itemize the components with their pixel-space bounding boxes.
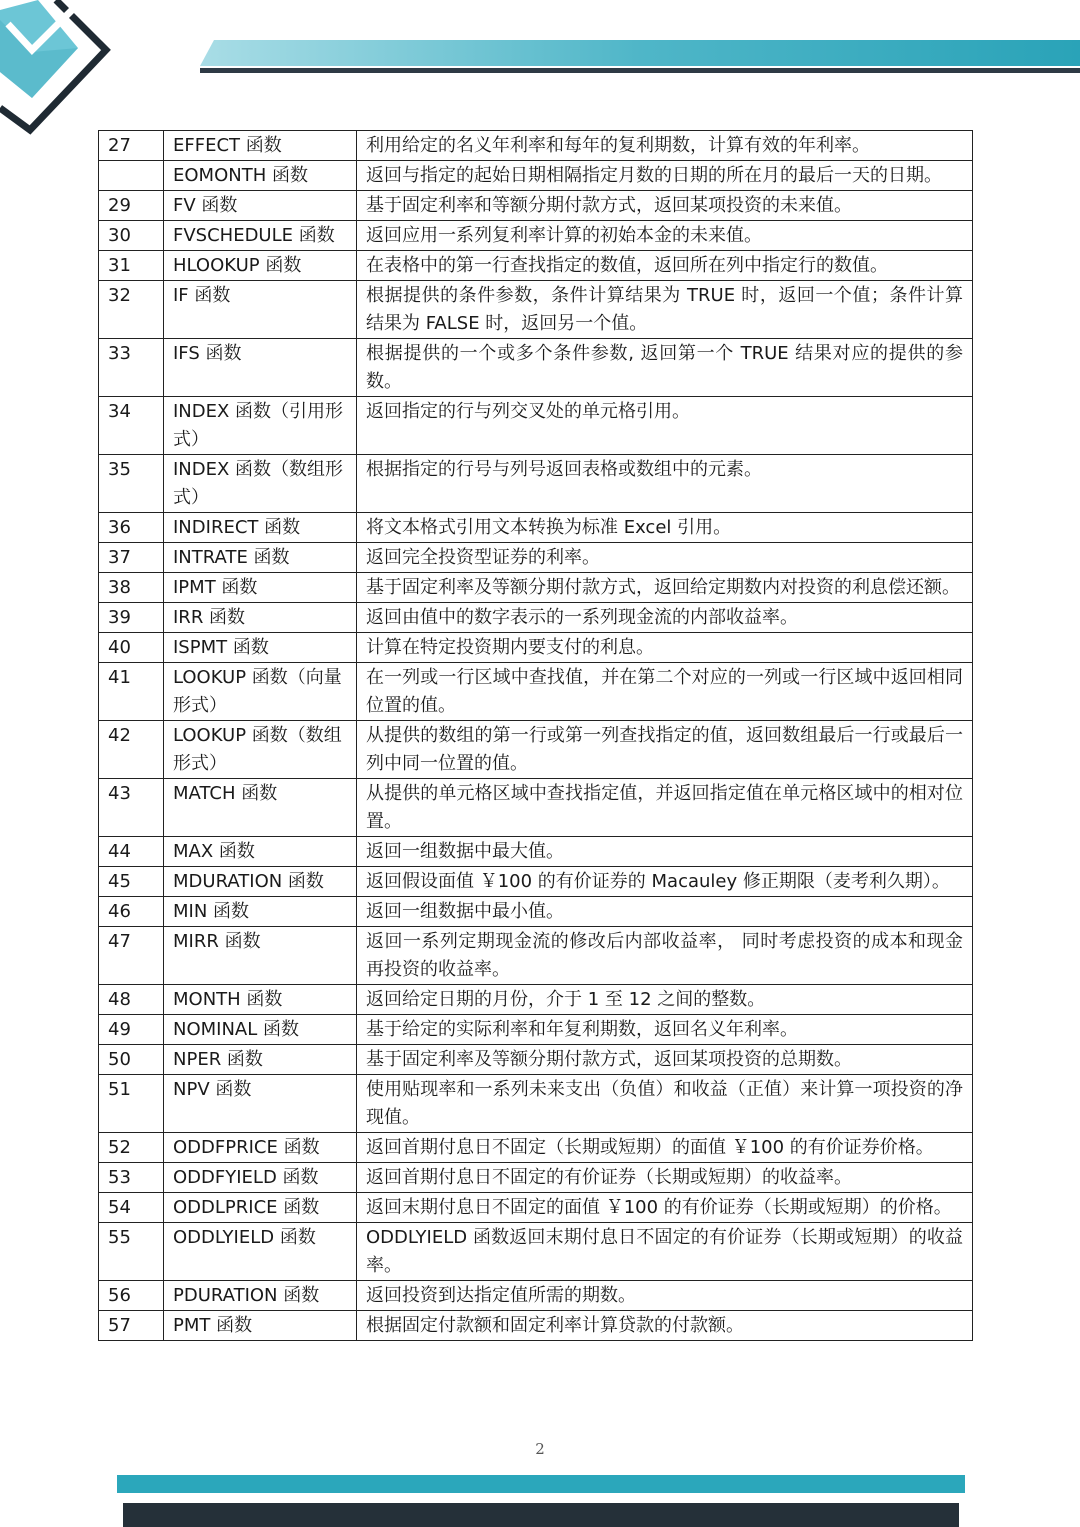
- table-row: [99, 1193, 973, 1223]
- row-number: 42: [99, 721, 164, 779]
- function-description: 根据指定的行号与列号返回表格或数组中的元素。: [357, 455, 973, 513]
- row-number: 35: [99, 455, 164, 513]
- row-number: 53: [99, 1163, 164, 1193]
- table-row: [99, 867, 973, 897]
- function-description: 返回应用一系列复利率计算的初始本金的未来值。: [357, 221, 973, 251]
- function-table: [98, 130, 973, 1341]
- row-number: 29: [99, 191, 164, 221]
- function-description: 返回指定的行与列交叉处的单元格引用。: [357, 397, 973, 455]
- function-description: ODDLYIELD 函数返回末期付息日不固定的有价证券（长期或短期）的收益率。: [357, 1223, 973, 1281]
- function-name: LOOKUP 函数（数组形式）: [164, 721, 357, 779]
- function-name: FV 函数: [164, 191, 357, 221]
- function-description: 返回一组数据中最小值。: [357, 897, 973, 927]
- function-description: 返回假设面值 ￥100 的有价证券的 Macauley 修正期限（麦考利久期）。: [357, 867, 973, 897]
- function-description: 返回首期付息日不固定（长期或短期）的面值 ￥100 的有价证券价格。: [357, 1133, 973, 1163]
- function-name: INDEX 函数（引用形式）: [164, 397, 357, 455]
- row-number: 27: [99, 131, 164, 161]
- function-description: 基于给定的实际利率和年复利期数，返回名义年利率。: [357, 1015, 973, 1045]
- function-description: 从提供的数组的第一行或第一列查找指定的值，返回数组最后一行或最后一列中同一位置的值。: [357, 721, 973, 779]
- function-description: 基于固定利率及等额分期付款方式，返回某项投资的总期数。: [357, 1045, 973, 1075]
- table-row: [99, 251, 973, 281]
- table-row: [99, 513, 973, 543]
- row-number: 50: [99, 1045, 164, 1075]
- function-name: INDIRECT 函数: [164, 513, 357, 543]
- function-name: EOMONTH 函数: [164, 161, 357, 191]
- function-name: ODDFPRICE 函数: [164, 1133, 357, 1163]
- function-table-body: [99, 131, 973, 1341]
- table-row: [99, 633, 973, 663]
- table-row: [99, 721, 973, 779]
- row-number: 51: [99, 1075, 164, 1133]
- function-name: MAX 函数: [164, 837, 357, 867]
- function-name: IF 函数: [164, 281, 357, 339]
- row-number: 52: [99, 1133, 164, 1163]
- table-row: [99, 663, 973, 721]
- row-number: 40: [99, 633, 164, 663]
- table-row: [99, 1281, 973, 1311]
- function-description: 计算在特定投资期内要支付的利息。: [357, 633, 973, 663]
- function-description: 返回完全投资型证券的利率。: [357, 543, 973, 573]
- table-row: [99, 1223, 973, 1281]
- table-row: [99, 1311, 973, 1341]
- table-row: [99, 339, 973, 397]
- row-number: 56: [99, 1281, 164, 1311]
- row-number: 49: [99, 1015, 164, 1045]
- row-number: 32: [99, 281, 164, 339]
- row-number: 57: [99, 1311, 164, 1341]
- table-row: [99, 837, 973, 867]
- table-row: [99, 1015, 973, 1045]
- function-description: 使用贴现率和一系列未来支出（负值）和收益（正值）来计算一项投资的净现值。: [357, 1075, 973, 1133]
- function-name: MDURATION 函数: [164, 867, 357, 897]
- function-name: NPER 函数: [164, 1045, 357, 1075]
- row-number: 34: [99, 397, 164, 455]
- function-description: 返回一系列定期现金流的修改后内部收益率， 同时考虑投资的成本和现金再投资的收益率。: [357, 927, 973, 985]
- function-name: IRR 函数: [164, 603, 357, 633]
- row-number: 54: [99, 1193, 164, 1223]
- footer-dark-band: [123, 1503, 959, 1527]
- table-row: [99, 191, 973, 221]
- function-name: EFFECT 函数: [164, 131, 357, 161]
- function-name: NPV 函数: [164, 1075, 357, 1133]
- function-description: 返回投资到达指定值所需的期数。: [357, 1281, 973, 1311]
- table-row: [99, 1075, 973, 1133]
- function-name: MIN 函数: [164, 897, 357, 927]
- table-row: [99, 1133, 973, 1163]
- header-dark-line: [200, 68, 1080, 73]
- row-number: 41: [99, 663, 164, 721]
- function-description: 基于固定利率和等额分期付款方式，返回某项投资的未来值。: [357, 191, 973, 221]
- table-row: [99, 897, 973, 927]
- function-name: MONTH 函数: [164, 985, 357, 1015]
- footer-accent-band: [117, 1475, 965, 1493]
- page-number: 2: [535, 1440, 545, 1458]
- table-row: [99, 161, 973, 191]
- table-row: [99, 397, 973, 455]
- row-number: 45: [99, 867, 164, 897]
- row-number: 55: [99, 1223, 164, 1281]
- function-name: MIRR 函数: [164, 927, 357, 985]
- table-row: [99, 573, 973, 603]
- row-number: 39: [99, 603, 164, 633]
- function-description: 返回首期付息日不固定的有价证券（长期或短期）的收益率。: [357, 1163, 973, 1193]
- row-number: 33: [99, 339, 164, 397]
- function-name: PMT 函数: [164, 1311, 357, 1341]
- row-number: 47: [99, 927, 164, 985]
- table-row: [99, 927, 973, 985]
- function-description: 利用给定的名义年利率和每年的复利期数，计算有效的年利率。: [357, 131, 973, 161]
- table-row: [99, 1163, 973, 1193]
- row-number: 31: [99, 251, 164, 281]
- function-description: 返回由值中的数字表示的一系列现金流的内部收益率。: [357, 603, 973, 633]
- function-name: INDEX 函数（数组形式）: [164, 455, 357, 513]
- function-description: 根据固定付款额和固定利率计算贷款的付款额。: [357, 1311, 973, 1341]
- function-description: 在表格中的第一行查找指定的数值，返回所在列中指定行的数值。: [357, 251, 973, 281]
- function-name: ODDLPRICE 函数: [164, 1193, 357, 1223]
- table-row: [99, 985, 973, 1015]
- table-row: [99, 221, 973, 251]
- function-name: FVSCHEDULE 函数: [164, 221, 357, 251]
- function-name: NOMINAL 函数: [164, 1015, 357, 1045]
- function-description: 返回给定日期的月份，介于 1 至 12 之间的整数。: [357, 985, 973, 1015]
- row-number: [99, 161, 164, 191]
- function-description: 返回末期付息日不固定的面值 ￥100 的有价证券（长期或短期）的价格。: [357, 1193, 973, 1223]
- table-row: [99, 1045, 973, 1075]
- function-description: 从提供的单元格区域中查找指定值，并返回指定值在单元格区域中的相对位置。: [357, 779, 973, 837]
- table-row: [99, 603, 973, 633]
- function-name: PDURATION 函数: [164, 1281, 357, 1311]
- row-number: 43: [99, 779, 164, 837]
- table-row: [99, 131, 973, 161]
- logo-diamond-icon: [0, 0, 112, 135]
- function-name: ODDLYIELD 函数: [164, 1223, 357, 1281]
- function-name: ODDFYIELD 函数: [164, 1163, 357, 1193]
- function-name: LOOKUP 函数（向量形式）: [164, 663, 357, 721]
- row-number: 46: [99, 897, 164, 927]
- header-accent-band: [200, 40, 1080, 66]
- function-description: 根据提供的条件参数，条件计算结果为 TRUE 时，返回一个值；条件计算结果为 FALSE 时，返回另一个值。: [357, 281, 973, 339]
- function-description: 基于固定利率及等额分期付款方式，返回给定期数内对投资的利息偿还额。: [357, 573, 973, 603]
- function-description: 在一列或一行区域中查找值，并在第二个对应的一列或一行区域中返回相同位置的值。: [357, 663, 973, 721]
- row-number: 38: [99, 573, 164, 603]
- function-name: INTRATE 函数: [164, 543, 357, 573]
- table-row: [99, 543, 973, 573]
- function-name: IPMT 函数: [164, 573, 357, 603]
- row-number: 36: [99, 513, 164, 543]
- function-description: 将文本格式引用文本转换为标准 Excel 引用。: [357, 513, 973, 543]
- function-description: 根据提供的一个或多个条件参数, 返回第一个 TRUE 结果对应的提供的参数。: [357, 339, 973, 397]
- function-description: 返回一组数据中最大值。: [357, 837, 973, 867]
- table-row: [99, 281, 973, 339]
- row-number: 48: [99, 985, 164, 1015]
- function-name: MATCH 函数: [164, 779, 357, 837]
- table-row: [99, 455, 973, 513]
- row-number: 37: [99, 543, 164, 573]
- function-name: HLOOKUP 函数: [164, 251, 357, 281]
- function-description: 返回与指定的起始日期相隔指定月数的日期的所在月的最后一天的日期。: [357, 161, 973, 191]
- function-name: ISPMT 函数: [164, 633, 357, 663]
- function-name: IFS 函数: [164, 339, 357, 397]
- table-row: [99, 779, 973, 837]
- row-number: 30: [99, 221, 164, 251]
- row-number: 44: [99, 837, 164, 867]
